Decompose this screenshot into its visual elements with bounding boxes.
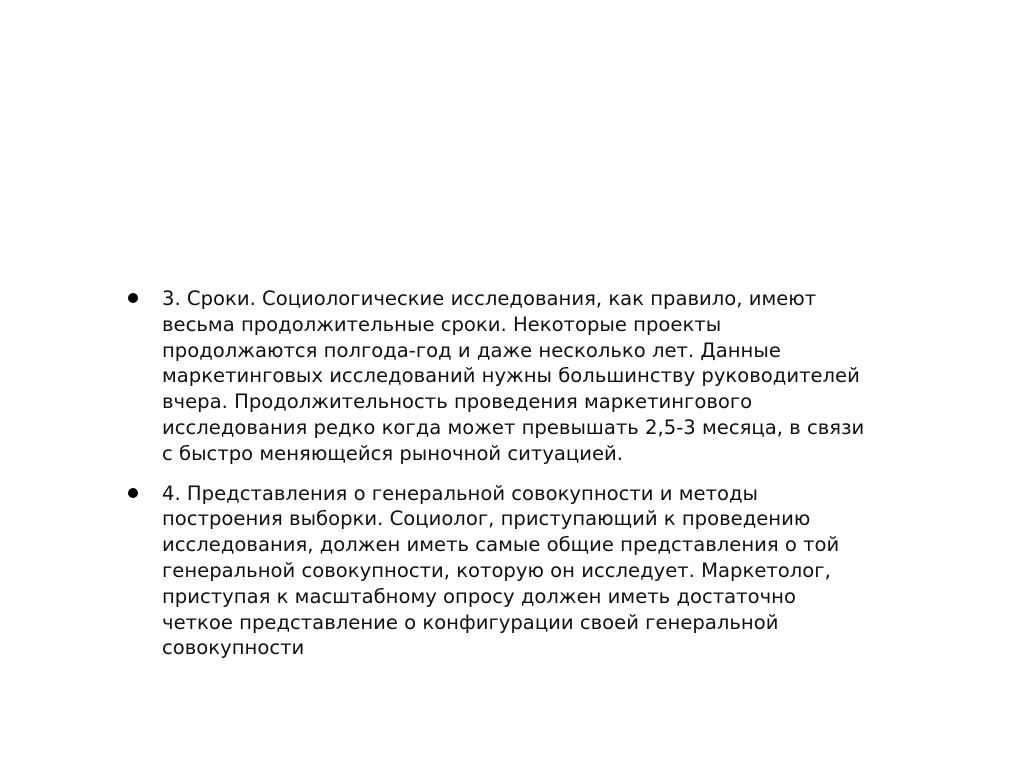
bullet-item-population	[128, 481, 928, 662]
bullet-dot-icon	[128, 293, 138, 303]
bullet-text-population: 4. Представления о генеральной совокупности и методы построения выборки. Социолог, приступающий к проведению исследования, должен иметь самые общие представления о той генеральной совокупности, которую он исследует. Маркетолог, приступая к масштабному опросу должен иметь достаточно четкое представление о конфигурации своей генеральной совокупности	[162, 481, 840, 660]
bullet-item-terms	[128, 286, 928, 467]
bullet-text-terms: 3. Сроки. Социологические исследования, как правило, имеют весьма продолжительные сроки. Некоторые проекты продолжаются полгода-год и даже несколько лет. Данные маркетинговых исследований нужны большинству руководителей вчера. Продолжительность проведения маркетингового исследования редко когда может превышать 2,5-3 месяца, в связи с быстро меняющейся рыночной ситуацией.	[162, 287, 865, 465]
bullet-dot-icon	[128, 488, 138, 498]
bullet-list	[128, 286, 928, 675]
